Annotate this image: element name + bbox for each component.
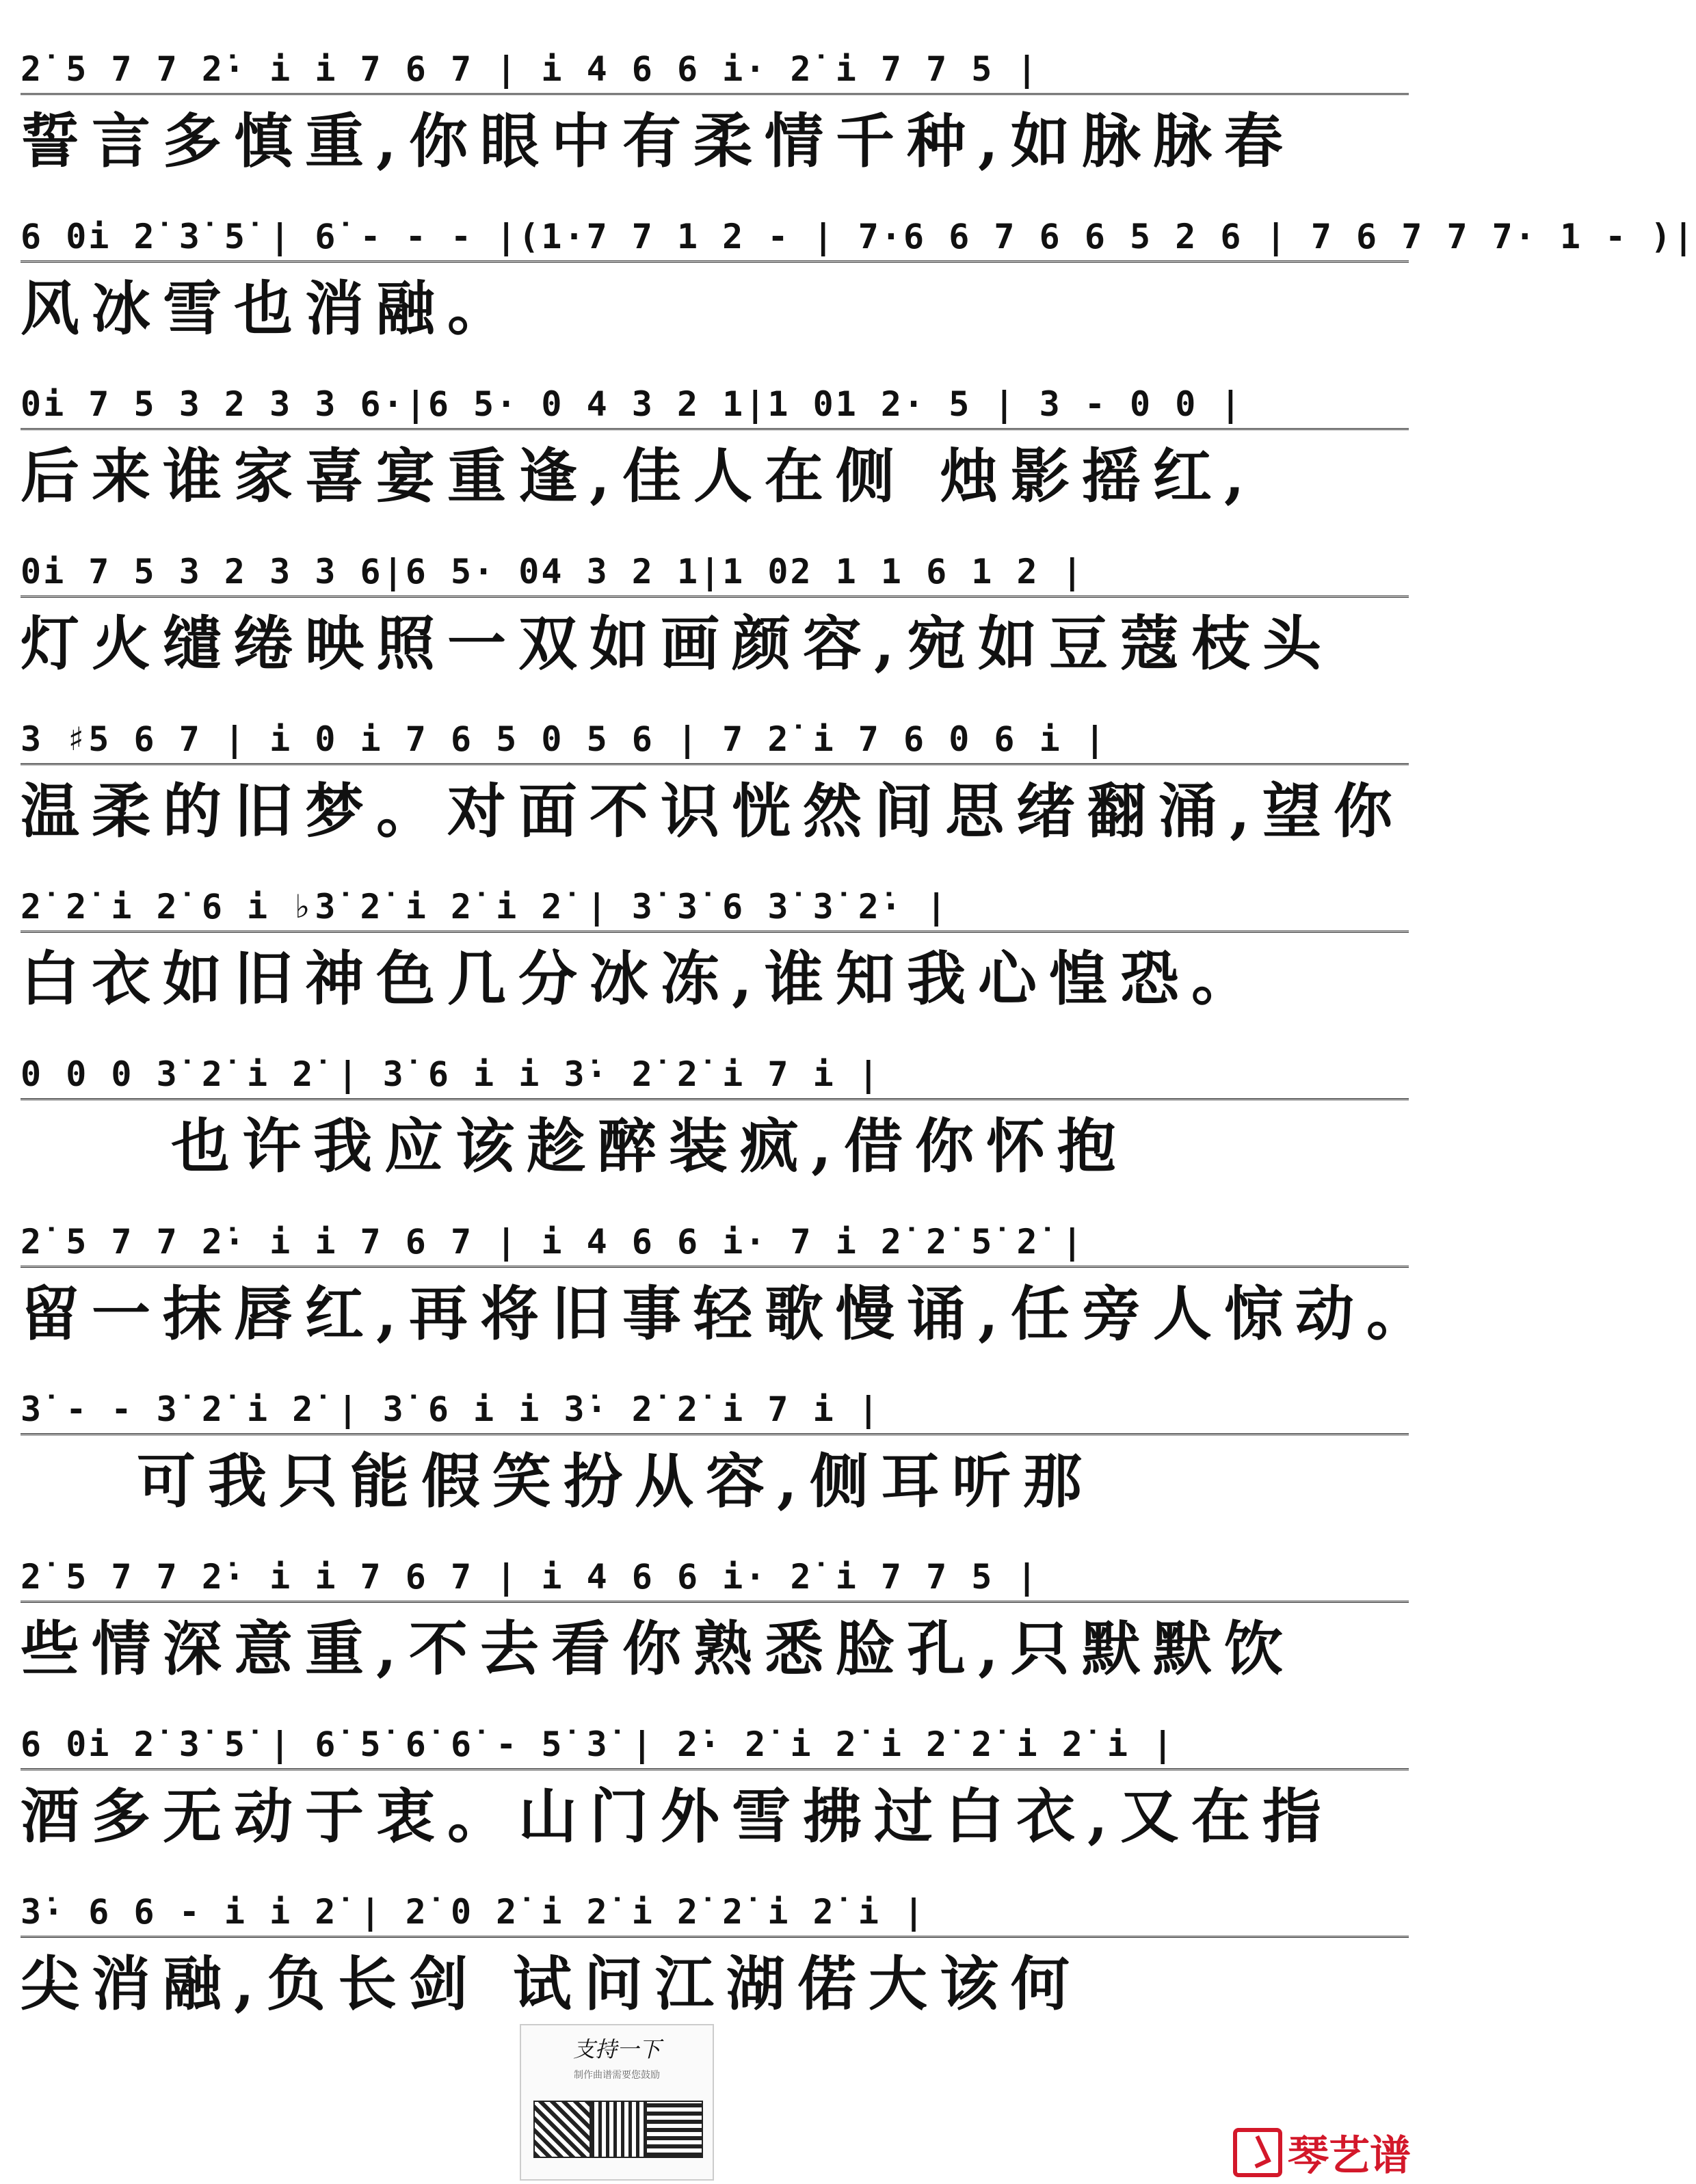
notation-row: 2̇ 5 7 7 2̇· i i 7 6 7 | i 4 6 6 i· 2̇ i 7 7 5 |	[21, 14, 1409, 95]
lyric-row: 后来谁家喜宴重逢,佳人在侧 烛影摇红,	[21, 442, 1257, 511]
lyric-row: 誓言多慎重,你眼中有柔情千种,如脉脉春	[21, 107, 1295, 176]
score-line-6	[21, 851, 1409, 1015]
score-line-1	[21, 14, 1409, 177]
lyric-row: 温柔的旧梦。对面不识恍然间思绪翻涌,望你	[21, 777, 1405, 846]
notation-row: 0 0 0 3̇ 2̇ i 2̇ | 3̇ 6 i i 3̇· 2̇ 2̇ i 7 i |	[21, 1019, 1409, 1100]
notation-row: 6 0i 2̇ 3̇ 5̇ | 6̇ 5̇ 6̇ 6̇ - 5̇ 3̇ | 2̇· 2̇ i 2̇ i 2̇ 2̇ i 2̇ i |	[21, 1689, 1409, 1770]
qr-code-icon[interactable]	[533, 2101, 591, 2158]
support-title: 支持一下	[572, 2036, 661, 2062]
score-line-9	[21, 1354, 1409, 1517]
support-subtitle: 制作曲谱需要您鼓励	[574, 2070, 660, 2081]
notation-row: 2̇ 2̇ i 2̇ 6 i ♭3̇ 2̇ i 2̇ i 2̇ | 3̇ 3̇ 6 3̇ 3̇ 2̇· |	[21, 851, 1409, 933]
brand-name: 琴艺谱	[1288, 2132, 1411, 2180]
lyric-row: 些情深意重,不去看你熟悉脸孔,只默默饮	[21, 1614, 1295, 1683]
notation-row: 0i 7 5 3 2 3 3 6|6 5· 04 3 2 1|1 02 1 1 6 1 2 |	[21, 516, 1409, 598]
notation-row: 3 ♯5 6 7 | i 0 i 7 6 5 0 5 6 | 7 2̇ i 7 6 0 6 i |	[21, 684, 1409, 765]
brand-mark-icon	[1233, 2128, 1282, 2177]
score-line-7	[21, 1019, 1409, 1182]
lyric-row: 留一抹唇红,再将旧事轻歌慢诵,任旁人惊动。	[21, 1279, 1437, 1348]
score-line-8	[21, 1186, 1437, 1350]
notation-row: 6 0i 2̇ 3̇ 5̇ | 6̇ - - - |(1·7 7 1 2 - | 7·6 6 7 6 6 5 2 6 | 7 6 7 7 7· 1 - )|	[21, 181, 1409, 263]
score-line-10	[21, 1521, 1409, 1685]
notation-row: 3̇ - - 3̇ 2̇ i 2̇ | 3̇ 6 i i 3̇· 2̇ 2̇ i 7 i |	[21, 1354, 1409, 1435]
lyric-row: 风冰雪也消融。	[21, 274, 518, 343]
lyric-row: 也许我应该趁醉装疯,借你怀抱	[171, 1112, 1128, 1181]
qr-code-icon[interactable]	[646, 2101, 703, 2158]
support-qr-panel	[520, 2024, 714, 2181]
notation-row: 3̇· 6 6 - i i 2̇ | 2̇ 0 2̇ i 2̇ i 2̇ 2̇ i 2̇ i |	[21, 1856, 1409, 1938]
lyric-row: 可我只能假笑扮从容,侧耳听那	[137, 1447, 1094, 1516]
lyric-row: 酒多无动于衷。山门外雪拂过白衣,又在指	[21, 1782, 1334, 1851]
notation-row: 2̇ 5 7 7 2̇· i i 7 6 7 | i 4 6 6 i· 2̇ i 7 7 5 |	[21, 1521, 1409, 1603]
score-line-2	[21, 181, 1696, 345]
brand-logo[interactable]	[1233, 2123, 1411, 2182]
score-line-12	[21, 1856, 1409, 2020]
notation-row: 0i 7 5 3 2 3 3 6·|6 5· 0 4 3 2 1|1 01 2· 5 | 3 - 0 0 |	[21, 349, 1409, 430]
lyric-row: 灯火缱绻映照一双如画颜容,宛如豆蔻枝头	[21, 609, 1334, 678]
notation-row: 2̇ 5 7 7 2̇· i i 7 6 7 | i 4 6 6 i· 7 i 2̇ 2̇ 5̇ 2̇ |	[21, 1186, 1409, 1268]
score-line-4	[21, 516, 1409, 680]
score-line-5	[21, 684, 1409, 847]
score-line-11	[21, 1689, 1409, 1852]
qr-code-icon[interactable]	[589, 2101, 647, 2158]
lyric-row: 白衣如旧神色几分冰冻,谁知我心惶恐。	[21, 944, 1262, 1013]
lyric-row: 尖消融,负长剑 试问江湖偌大该何	[21, 1949, 1082, 2019]
score-line-3	[21, 349, 1409, 512]
